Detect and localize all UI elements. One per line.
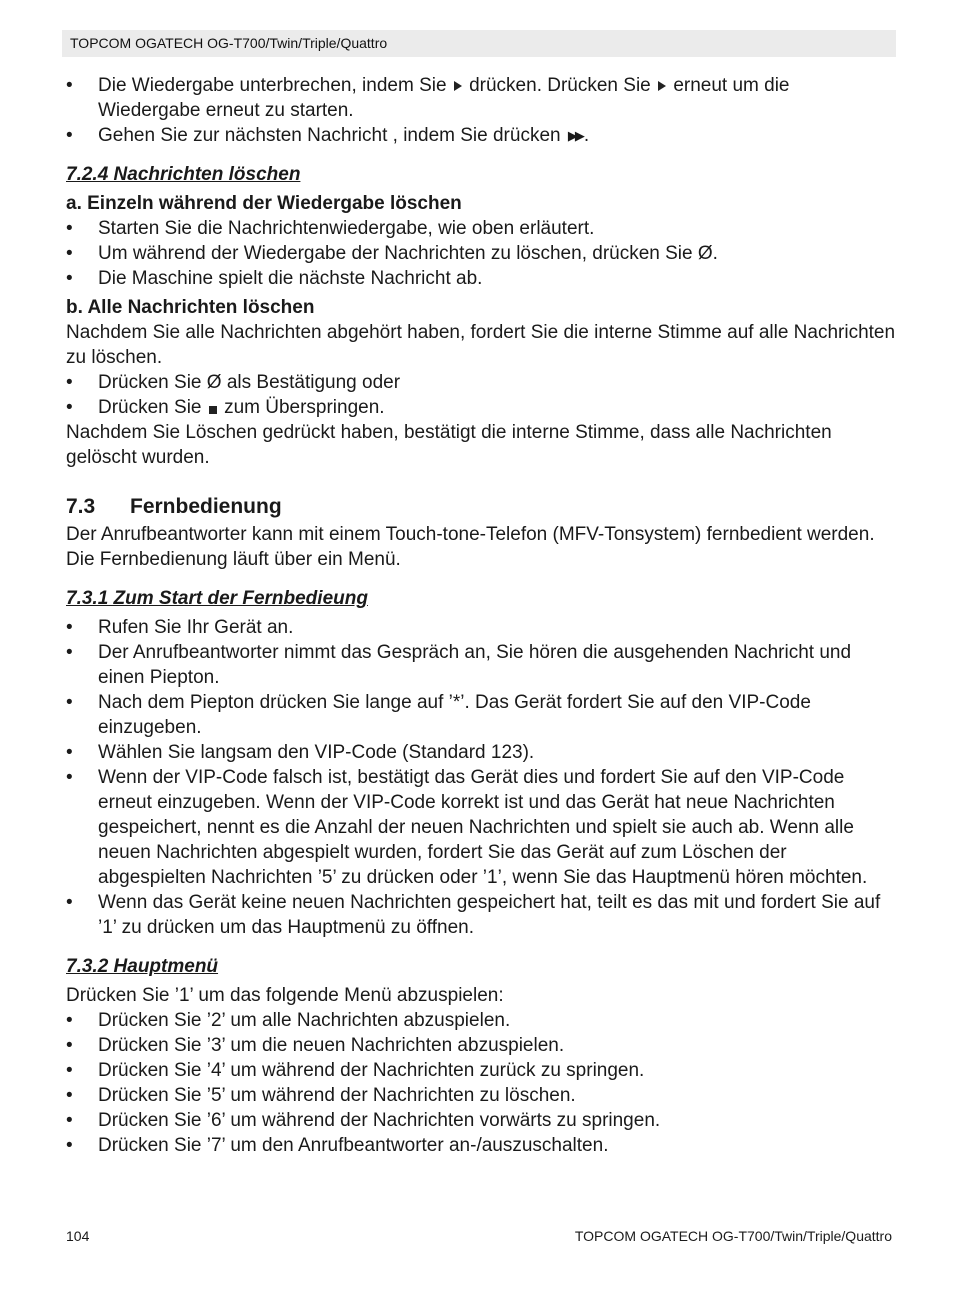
paragraph: Drücken Sie ’1’ um das folgende Menü abzuspielen: (66, 985, 504, 1007)
list-item: • Die Wiedergabe unterbrechen, indem Sie drücken. Drücken Sie erneut um die Wiedergabe erneut zu starten. (66, 73, 896, 123)
footer-product: TOPCOM OGATECH OG-T700/Twin/Triple/Quattro (574, 1228, 892, 1244)
delete-single-list (66, 216, 896, 291)
list-item: • Wenn der VIP-Code falsch ist, bestätigt das Gerät dies und fordert Sie auf den VIP-Code erneut einzugeben. Wenn der VIP-Code korrekt ist und das Gerät hat neue Nachrichten gespeichert, nennt es die Anzahl der neuen Nachrichten und spielt sie auch ab. Wenn alle neuen Nachrichten abgespielt wurden, fordert Sie das Gerät auf zum Löschen der abgespielten Nachrichten ’5’ zu drücken oder ’1’, wenn Sie das Hauptmenü hören möchten. (66, 765, 896, 890)
list-item: • Drücken Sie ’3’ um die neuen Nachrichten abzuspielen. (66, 1033, 896, 1058)
list-item: • Wählen Sie langsam den VIP-Code (Standard 123). (66, 740, 896, 765)
page-content (66, 73, 896, 1158)
section-title: Fernbedienung (130, 495, 282, 519)
paragraph: Nachdem Sie alle Nachrichten abgehört haben, fordert Sie die interne Stimme auf alle Nachrichten zu löschen. (66, 322, 896, 369)
list-item: • Wenn das Gerät keine neuen Nachrichten gespeichert hat, teilt es das mit und fordert Sie auf ’1’ zu drücken um das Hauptmenü zu öffnen. (66, 890, 896, 940)
remote-start-list (66, 615, 896, 940)
subsection-heading-a: a. Einzeln während der Wiedergabe löschen (66, 193, 462, 215)
list-item: • Nach dem Piepton drücken Sie lange auf ’*’. Das Gerät fordert Sie auf den VIP-Code einzugeben. (66, 690, 896, 740)
page-header: TOPCOM OGATECH OG-T700/Twin/Triple/Quattro (62, 30, 896, 57)
section-number: 7.3 (66, 495, 96, 519)
play-icon (658, 81, 666, 91)
list-item: • Rufen Sie Ihr Gerät an. (66, 615, 896, 640)
list-item: • Starten Sie die Nachrichtenwiedergabe, wie oben erläutert. (66, 216, 896, 241)
intro-list (66, 73, 896, 148)
subsection-heading-b: b. Alle Nachrichten löschen (66, 297, 315, 319)
list-item: • Gehen Sie zur nächsten Nachricht , indem Sie drücken ▶▶ . (66, 123, 896, 148)
list-item: • Drücken Sie Ø als Bestätigung oder (66, 370, 896, 395)
list-item: • Der Anrufbeantworter nimmt das Gespräch an, Sie hören die ausgehenden Nachricht und einen Piepton. (66, 640, 896, 690)
stop-icon (209, 406, 217, 414)
list-item: • Drücken Sie ’5’ um während der Nachrichten zu löschen. (66, 1083, 896, 1108)
list-item: • Die Maschine spielt die nächste Nachricht ab. (66, 266, 896, 291)
list-item: • Um während der Wiedergabe der Nachrichten zu löschen, drücken Sie Ø. (66, 241, 896, 266)
delete-all-list (66, 370, 896, 420)
paragraph: Der Anrufbeantworter kann mit einem Touch-tone-Telefon (MFV-Tonsystem) fernbedient werden. Die Fernbedienung läuft über ein Menü. (66, 524, 875, 571)
list-item: • Drücken Sie ’7’ um den Anrufbeantworter an-/auszuschalten. (66, 1133, 896, 1158)
section-title-7-2-4: 7.2.4 Nachrichten löschen (66, 164, 301, 186)
section-title-7-3-2: 7.3.2 Hauptmenü (66, 956, 219, 978)
list-item: • Drücken Sie zum Überspringen. (66, 395, 896, 420)
list-item: • Drücken Sie ’2’ um alle Nachrichten abzuspielen. (66, 1008, 896, 1033)
paragraph: Nachdem Sie Löschen gedrückt haben, bestätigt die interne Stimme, dass alle Nachrichten gelöscht wurden. (66, 422, 832, 469)
section-title-7-3-1: 7.3.1 Zum Start der Fernbedieung (66, 588, 368, 610)
main-menu-list (66, 1008, 896, 1158)
list-item: • Drücken Sie ’4’ um während der Nachrichten zurück zu springen. (66, 1058, 896, 1083)
page-number: 104 (66, 1228, 90, 1244)
fast-forward-icon: ▶▶ (567, 128, 582, 144)
section-heading-7-3 (66, 494, 896, 519)
list-item: • Drücken Sie ’6’ um während der Nachrichten vorwärts zu springen. (66, 1108, 896, 1133)
play-icon (454, 81, 462, 91)
